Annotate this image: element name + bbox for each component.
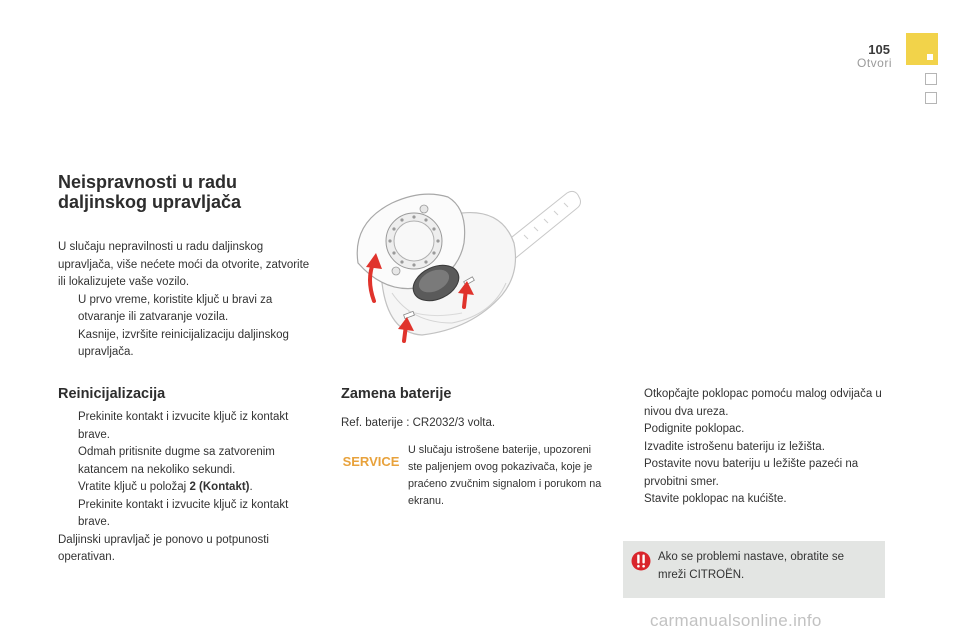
warning-note	[623, 541, 885, 598]
main-title	[58, 172, 318, 212]
intro-paragraph: U slučaju nepravilnosti u radu daljinskog upravljača, više nećete moći da otvorite, zatvorite ili lokalizujete vaše vozilo.	[58, 241, 310, 288]
battery-title: Zamena baterije	[341, 386, 452, 402]
intro-section	[58, 239, 318, 362]
list-item: Prekinite kontakt i izvucite ključ iz kontakt brave.	[78, 498, 289, 528]
list-item: Kasnije, izvršite reinicijalizaciju daljinskog upravljača.	[78, 328, 289, 358]
intro-bullets	[58, 292, 318, 362]
chapter-tab[interactable]	[925, 92, 937, 104]
list-item: U prvo vreme, koristite ključ u bravi za otvaranje ili zatvaranje vozila.	[78, 293, 273, 323]
warning-text: Ako se problemi nastave, obratite se mreži CITROËN.	[658, 551, 845, 581]
page-number: 105	[868, 42, 890, 57]
service-note: U slučaju istrošene baterije, upozoreni ste paljenjem ovog pokazivača, koje je praćeno zvučnim signalom i porukom na ekranu.	[408, 444, 602, 507]
main-title-line2: daljinskog upravljača	[58, 192, 242, 212]
list-item: Otkopčajte poklopac pomoću malog odvijača u nivou dva ureza.	[644, 388, 882, 418]
tab-dot-icon	[927, 54, 933, 60]
battery-steps-section	[624, 386, 886, 509]
chapter-tab-active[interactable]	[906, 33, 938, 65]
list-item: Odmah pritisnite dugme sa zatvorenim katancem na nekoliko sekundi.	[78, 446, 275, 476]
service-logo-text: SERVICE	[342, 454, 400, 469]
section-name: Otvori	[856, 56, 892, 70]
list-item: Izvadite istrošenu bateriju iz ležišta.	[644, 440, 825, 453]
list-item: Postavite novu bateriju u ležište pazeći na prvobitni smer.	[644, 458, 859, 488]
chapter-tab[interactable]	[925, 73, 937, 85]
watermark: carmanualsonline.info	[650, 611, 822, 630]
key-battery-illustration	[352, 183, 592, 345]
list-item: Podignite poklopac.	[644, 423, 745, 435]
battery-ref: Ref. baterije : CR2032/3 volta.	[341, 417, 496, 429]
warning-icon	[631, 551, 651, 571]
reinit-closing: Daljinski upravljač je ponovo u potpunosti operativan.	[58, 533, 269, 563]
reinit-steps	[58, 409, 320, 532]
service-warning-icon	[340, 445, 402, 477]
battery-steps	[624, 386, 886, 509]
reinit-title: Reinicijalizacija	[58, 386, 166, 402]
position-label: 2 (Kontakt)	[189, 481, 250, 493]
reinit-section	[58, 409, 320, 567]
list-item: Stavite poklopac na kućište.	[644, 493, 787, 505]
list-item: Prekinite kontakt i izvucite ključ iz kontakt brave.	[78, 411, 289, 441]
main-title-line1: Neispravnosti u radu	[58, 172, 238, 192]
list-item: Vratite ključ u položaj 2 (Kontakt).	[78, 481, 253, 493]
